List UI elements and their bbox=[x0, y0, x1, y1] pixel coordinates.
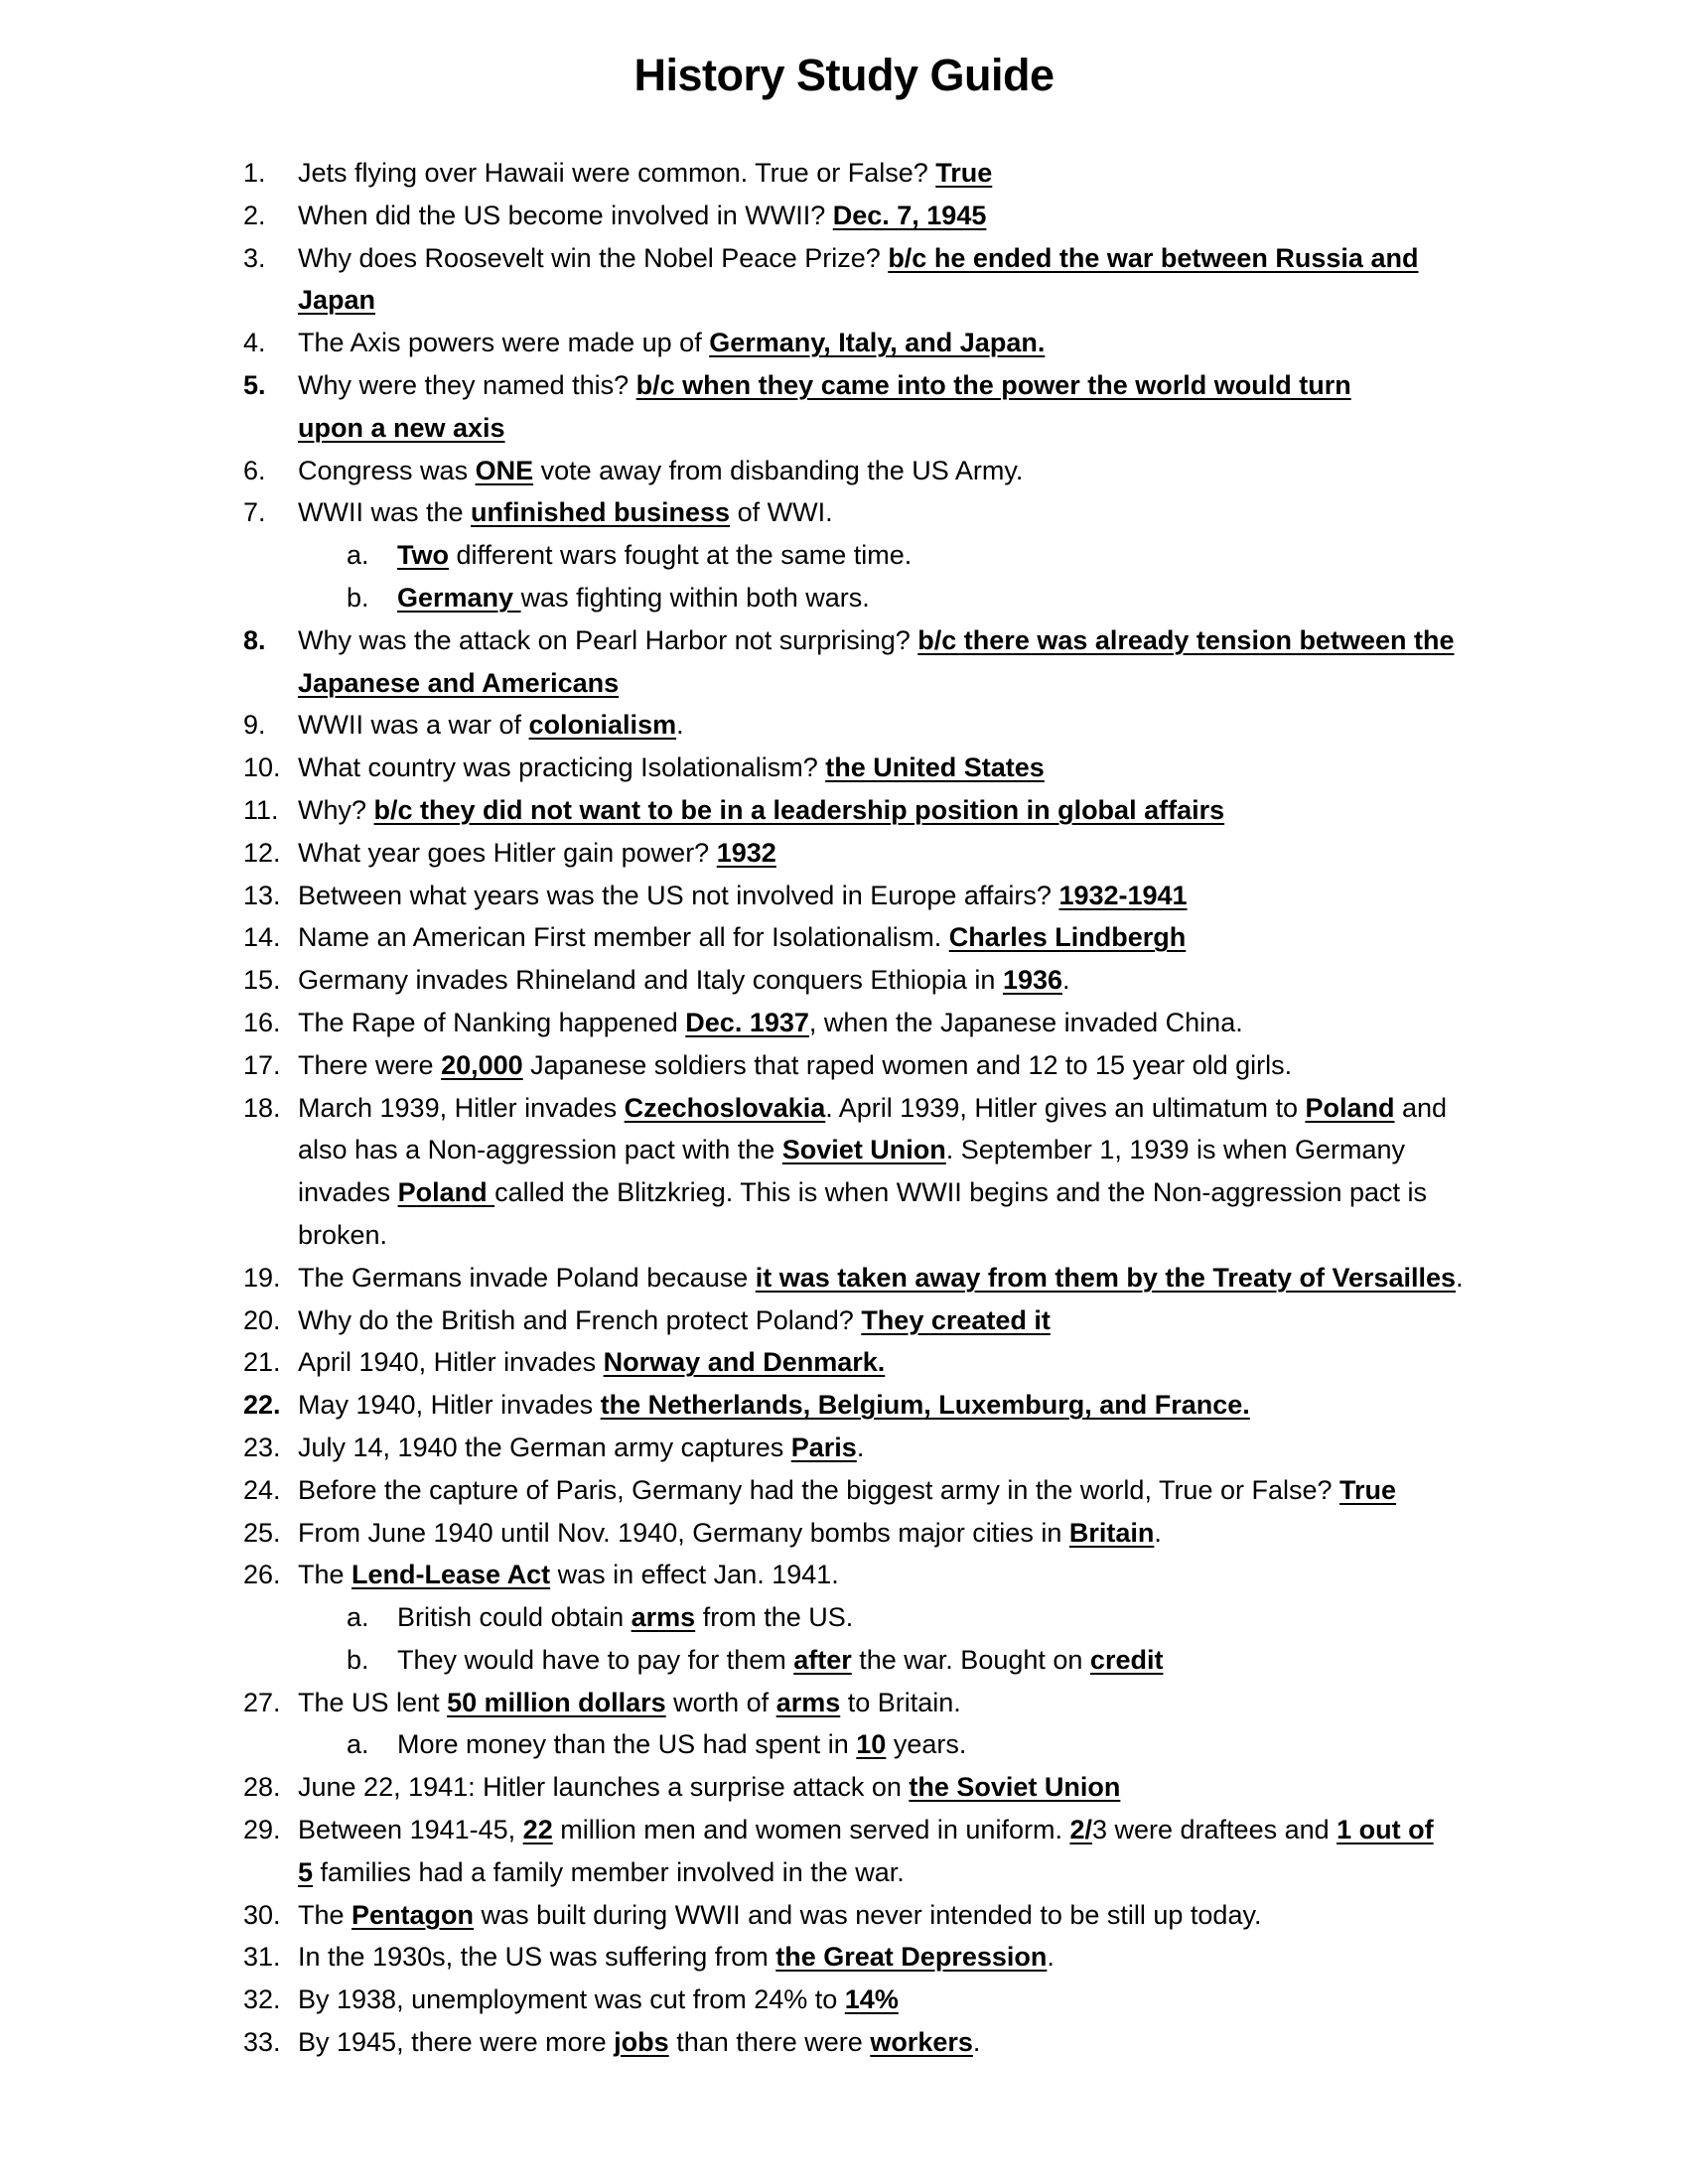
answer-text: arms bbox=[631, 1602, 696, 1633]
text-line bbox=[298, 237, 1529, 280]
text-line bbox=[298, 1469, 1529, 1512]
question-text: Before the capture of Paris, Germany had the biggest army in the world, True or False? bbox=[298, 1474, 1340, 1505]
text-line bbox=[397, 1645, 1163, 1675]
item-number: 28. bbox=[243, 1772, 281, 1803]
question-text: different wars fought at the same time. bbox=[448, 540, 913, 571]
text-line bbox=[298, 1979, 1529, 2021]
question-text: In the 1930s, the US was suffering from bbox=[298, 1942, 776, 1973]
list-item bbox=[0, 1512, 1529, 1555]
question-text: was in effect Jan. 1941. bbox=[550, 1560, 839, 1590]
answer-text: Dec. 7, 1945 bbox=[832, 200, 987, 230]
list-item bbox=[0, 450, 1529, 492]
text-line bbox=[298, 1384, 1529, 1427]
list-item bbox=[0, 1087, 1529, 1257]
item-number: b. bbox=[347, 1644, 369, 1675]
question-text: also has a Non-aggression pact with the bbox=[298, 1135, 782, 1165]
question-text: . bbox=[972, 2027, 981, 2058]
question-text: Name an American First member all for Isolationalism. bbox=[298, 922, 949, 953]
item-number: 24. bbox=[243, 1474, 281, 1505]
question-text: Congress was bbox=[298, 455, 476, 485]
text-line bbox=[298, 491, 1529, 534]
answer-text: b/c when they came into the power the world would turn bbox=[635, 369, 1351, 400]
answer-text: 10 bbox=[856, 1729, 887, 1760]
question-text: the war. Bought on bbox=[851, 1644, 1090, 1675]
question-text: Between what years was the US not involved in Europe affairs? bbox=[298, 880, 1059, 910]
text-line bbox=[298, 662, 1529, 705]
item-number: 31. bbox=[243, 1942, 281, 1973]
text-line bbox=[298, 1044, 1529, 1087]
answer-text: 50 million dollars bbox=[447, 1687, 666, 1717]
question-text: . bbox=[1456, 1262, 1464, 1293]
answer-text: Lend-Lease Act bbox=[352, 1560, 551, 1590]
question-text: than there were bbox=[668, 2027, 871, 2058]
list-item bbox=[0, 1766, 1529, 1809]
item-number: 10. bbox=[243, 752, 281, 783]
item-number: 7. bbox=[243, 497, 266, 528]
question-text: From June 1940 until Nov. 1940, Germany bombs major cities in bbox=[298, 1517, 1069, 1548]
question-text: , when the Japanese invaded China. bbox=[808, 1007, 1243, 1037]
list-item bbox=[0, 1002, 1529, 1044]
list-item bbox=[0, 152, 1529, 195]
question-text: 3 were draftees and bbox=[1091, 1815, 1337, 1845]
question-text: broken. bbox=[298, 1219, 388, 1250]
question-text: was fighting within both wars. bbox=[520, 582, 870, 613]
question-text: to Britain. bbox=[840, 1687, 961, 1717]
answer-text: b/c they did not want to be in a leadership position in global affairs bbox=[373, 794, 1225, 825]
item-number: 15. bbox=[243, 965, 281, 996]
question-list bbox=[0, 152, 1529, 2064]
question-text: Why was the attack on Pearl Harbor not surprising? bbox=[298, 624, 918, 655]
list-item bbox=[0, 832, 1529, 875]
text-line bbox=[298, 1002, 1529, 1044]
question-text: . bbox=[676, 710, 684, 741]
answer-text: colonialism bbox=[528, 710, 677, 741]
question-text: was built during WWII and was never intended to be still up today. bbox=[474, 1899, 1262, 1930]
list-item bbox=[0, 789, 1529, 832]
answer-text: 14% bbox=[844, 1984, 899, 2015]
item-number: 13. bbox=[243, 880, 281, 910]
answer-text: 2/ bbox=[1069, 1815, 1092, 1845]
question-text: Why do the British and French protect Poland? bbox=[298, 1304, 862, 1335]
question-text: worth of bbox=[665, 1687, 776, 1717]
text-line bbox=[298, 1512, 1529, 1555]
answer-text: the Netherlands, Belgium, Luxemburg, and France. bbox=[600, 1390, 1250, 1421]
sub-list-item bbox=[0, 1596, 1529, 1639]
list-item bbox=[0, 704, 1529, 747]
item-number: 4. bbox=[243, 328, 266, 358]
item-number: 25. bbox=[243, 1517, 281, 1548]
text-line bbox=[298, 364, 1529, 407]
question-text: called the Blitzkrieg. This is when WWII begins and the Non-aggression pact is bbox=[494, 1177, 1428, 1208]
text-line bbox=[397, 1729, 966, 1759]
question-text: What country was practicing Isolationalism? bbox=[298, 752, 826, 783]
list-item bbox=[0, 959, 1529, 1002]
text-line bbox=[298, 1766, 1529, 1809]
question-text: By 1945, there were more bbox=[298, 2027, 615, 2058]
answer-text: Japanese and Americans bbox=[298, 667, 620, 698]
answer-text: Japan bbox=[298, 285, 376, 316]
item-number: 30. bbox=[243, 1899, 281, 1930]
list-item bbox=[0, 1554, 1529, 1596]
item-number: a. bbox=[347, 1729, 369, 1760]
question-text: British could obtain bbox=[397, 1602, 632, 1633]
answer-text: workers bbox=[870, 2027, 973, 2058]
list-item bbox=[0, 747, 1529, 789]
question-text: The bbox=[298, 1560, 352, 1590]
item-number: 19. bbox=[243, 1262, 281, 1293]
item-number: 23. bbox=[243, 1432, 281, 1462]
question-text: What year goes Hitler gain power? bbox=[298, 837, 717, 868]
text-line bbox=[298, 1894, 1529, 1937]
answer-text: the United States bbox=[825, 752, 1045, 783]
text-line bbox=[298, 1427, 1529, 1469]
text-line bbox=[298, 1214, 1529, 1257]
list-item bbox=[0, 2021, 1529, 2064]
list-item bbox=[0, 1894, 1529, 1937]
text-line bbox=[298, 450, 1529, 492]
text-line bbox=[298, 1341, 1529, 1384]
item-number: a. bbox=[347, 1602, 369, 1633]
text-line bbox=[298, 832, 1529, 875]
answer-text: the Great Depression bbox=[775, 1942, 1048, 1973]
question-text: WWII was the bbox=[298, 497, 472, 528]
question-text: . bbox=[856, 1432, 865, 1462]
answer-text: Norway and Denmark. bbox=[603, 1347, 886, 1378]
text-line bbox=[397, 583, 870, 613]
answer-text: upon a new axis bbox=[298, 412, 505, 443]
answer-text: 20,000 bbox=[441, 1049, 523, 1080]
question-text: of WWI. bbox=[730, 497, 833, 528]
text-line bbox=[298, 1087, 1529, 1130]
question-text: March 1939, Hitler invades bbox=[298, 1092, 625, 1123]
list-item bbox=[0, 364, 1529, 450]
question-text: They would have to pay for them bbox=[397, 1644, 794, 1675]
list-item bbox=[0, 875, 1529, 917]
answer-text: b/c there was already tension between the bbox=[917, 624, 1455, 655]
question-text: The Germans invade Poland because bbox=[298, 1262, 756, 1293]
list-item bbox=[0, 322, 1529, 364]
page-title: History Study Guide bbox=[633, 50, 1055, 100]
question-text: WWII was a war of bbox=[298, 710, 529, 741]
text-line bbox=[298, 1682, 1529, 1724]
text-line bbox=[298, 916, 1529, 959]
question-text: families had a family member involved in the war. bbox=[313, 1856, 905, 1887]
text-line bbox=[298, 875, 1529, 917]
item-number: 26. bbox=[243, 1560, 281, 1590]
sub-list-item bbox=[0, 577, 1529, 619]
question-text: The Axis powers were made up of bbox=[298, 328, 710, 358]
item-number: 1. bbox=[243, 158, 266, 188]
sub-list-item bbox=[0, 1723, 1529, 1766]
item-number: 32. bbox=[243, 1984, 281, 2015]
question-text: The bbox=[298, 1899, 352, 1930]
answer-text: Charles Lindbergh bbox=[948, 922, 1187, 953]
item-number: 12. bbox=[243, 837, 281, 868]
answer-text: Britain bbox=[1068, 1517, 1155, 1548]
answer-text: Paris bbox=[790, 1432, 857, 1462]
list-item bbox=[0, 1809, 1529, 1894]
list-item bbox=[0, 619, 1529, 705]
question-text: May 1940, Hitler invades bbox=[298, 1390, 601, 1421]
answer-text: after bbox=[793, 1644, 852, 1675]
list-item bbox=[0, 237, 1529, 323]
answer-text: arms bbox=[775, 1687, 841, 1717]
question-text: The US lent bbox=[298, 1687, 448, 1717]
list-item bbox=[0, 1044, 1529, 1087]
question-text: When did the US become involved in WWII? bbox=[298, 200, 833, 230]
item-number: 22. bbox=[243, 1390, 281, 1421]
item-number: 27. bbox=[243, 1687, 281, 1717]
answer-text: Poland bbox=[1305, 1092, 1395, 1123]
answer-text: ONE bbox=[475, 455, 534, 485]
answer-text: 5 bbox=[298, 1856, 314, 1887]
answer-text: Dec. 1937 bbox=[685, 1007, 809, 1037]
question-text: Japanese soldiers that raped women and 12 to 15 year old girls. bbox=[522, 1049, 1293, 1080]
text-line bbox=[298, 279, 1529, 322]
text-line bbox=[298, 1936, 1529, 1979]
list-item bbox=[0, 1936, 1529, 1979]
text-line bbox=[298, 1171, 1529, 1214]
text-line bbox=[298, 195, 1529, 237]
text-line bbox=[298, 2021, 1529, 2064]
question-text: More money than the US had spent in bbox=[397, 1729, 857, 1760]
answer-text: jobs bbox=[614, 2027, 669, 2058]
question-text: . September 1, 1939 is when Germany bbox=[945, 1135, 1406, 1165]
question-text: . bbox=[1047, 1942, 1055, 1973]
answer-text: True bbox=[935, 158, 993, 188]
question-text: By 1938, unemployment was cut from 24% to bbox=[298, 1984, 845, 2015]
answer-text: Czechoslovakia bbox=[624, 1092, 826, 1123]
question-text: Between 1941-45, bbox=[298, 1815, 523, 1845]
answer-text: the Soviet Union bbox=[909, 1772, 1121, 1803]
item-number: 17. bbox=[243, 1049, 281, 1080]
text-line bbox=[298, 959, 1529, 1002]
answer-text: Germany bbox=[397, 582, 521, 613]
answer-text: it was taken away from them by the Treaty of Versailles bbox=[755, 1262, 1457, 1293]
answer-text: 1932 bbox=[716, 837, 776, 868]
question-text: The Rape of Nanking happened bbox=[298, 1007, 686, 1037]
text-line bbox=[298, 619, 1529, 662]
text-line bbox=[298, 152, 1529, 195]
question-text: Why? bbox=[298, 794, 374, 825]
question-text: Why does Roosevelt win the Nobel Peace Prize? bbox=[298, 242, 889, 273]
item-number: 6. bbox=[243, 455, 266, 485]
item-number: 3. bbox=[243, 242, 266, 273]
list-item bbox=[0, 1299, 1529, 1342]
text-line bbox=[298, 1129, 1529, 1171]
question-text: years. bbox=[886, 1729, 967, 1760]
list-item bbox=[0, 1341, 1529, 1384]
question-text: . bbox=[1062, 965, 1070, 996]
answer-text: Poland bbox=[397, 1177, 495, 1208]
text-line bbox=[298, 1299, 1529, 1342]
answer-text: unfinished business bbox=[471, 497, 731, 528]
answer-text: credit bbox=[1089, 1644, 1164, 1675]
text-line bbox=[397, 1602, 853, 1632]
item-number: 18. bbox=[243, 1092, 281, 1123]
list-item bbox=[0, 1384, 1529, 1427]
answer-text: Soviet Union bbox=[781, 1135, 946, 1165]
list-item bbox=[0, 1257, 1529, 1299]
text-line bbox=[298, 704, 1529, 747]
item-number: 16. bbox=[243, 1007, 281, 1037]
answer-text: Germany, Italy, and Japan. bbox=[709, 328, 1046, 358]
list-item bbox=[0, 1469, 1529, 1512]
answer-text: 1 out of bbox=[1336, 1815, 1434, 1845]
question-text: vote away from disbanding the US Army. bbox=[533, 455, 1024, 485]
text-line bbox=[397, 540, 912, 570]
question-text: Jets flying over Hawaii were common. True or False? bbox=[298, 158, 936, 188]
question-text: Germany invades Rhineland and Italy conquers Ethiopia in bbox=[298, 965, 1003, 996]
question-text: July 14, 1940 the German army captures bbox=[298, 1432, 791, 1462]
item-number: 21. bbox=[243, 1347, 281, 1378]
sub-list-item bbox=[0, 1639, 1529, 1682]
answer-text: 22 bbox=[522, 1815, 553, 1845]
answer-text: True bbox=[1339, 1474, 1397, 1505]
text-line bbox=[298, 789, 1529, 832]
item-number: 20. bbox=[243, 1304, 281, 1335]
item-number: b. bbox=[347, 582, 369, 613]
question-text: April 1940, Hitler invades bbox=[298, 1347, 604, 1378]
question-text: . bbox=[1154, 1517, 1162, 1548]
text-line bbox=[298, 322, 1529, 364]
item-number: 29. bbox=[243, 1815, 281, 1845]
item-number: a. bbox=[347, 540, 369, 571]
question-text: and bbox=[1394, 1092, 1448, 1123]
text-line bbox=[298, 1554, 1529, 1596]
answer-text: b/c he ended the war between Russia and bbox=[888, 242, 1419, 273]
answer-text: Two bbox=[397, 540, 449, 571]
question-text: Why were they named this? bbox=[298, 369, 636, 400]
list-item bbox=[0, 1979, 1529, 2021]
question-text: . April 1939, Hitler gives an ultimatum to bbox=[825, 1092, 1306, 1123]
list-item bbox=[0, 491, 1529, 534]
text-line bbox=[298, 407, 1529, 450]
answer-text: Pentagon bbox=[352, 1899, 475, 1930]
item-number: 9. bbox=[243, 710, 266, 741]
text-line bbox=[298, 747, 1529, 789]
list-item bbox=[0, 195, 1529, 237]
list-item bbox=[0, 1427, 1529, 1469]
answer-text: 1932-1941 bbox=[1058, 880, 1188, 910]
item-number: 33. bbox=[243, 2027, 281, 2058]
item-number: 5. bbox=[243, 369, 266, 400]
question-text: million men and women served in uniform. bbox=[552, 1815, 1070, 1845]
answer-text: 1936 bbox=[1002, 965, 1063, 996]
answer-text: They created it bbox=[861, 1304, 1051, 1335]
item-number: 11. bbox=[243, 794, 279, 825]
item-number: 8. bbox=[243, 624, 266, 655]
question-text: invades bbox=[298, 1177, 398, 1208]
text-line bbox=[298, 1851, 1529, 1894]
item-number: 2. bbox=[243, 200, 266, 230]
text-line bbox=[298, 1809, 1529, 1851]
list-item bbox=[0, 916, 1529, 959]
text-line bbox=[298, 1257, 1529, 1299]
sub-list-item bbox=[0, 534, 1529, 577]
question-text: June 22, 1941: Hitler launches a surprise attack on bbox=[298, 1772, 910, 1803]
question-text: There were bbox=[298, 1049, 442, 1080]
item-number: 14. bbox=[243, 922, 281, 953]
list-item bbox=[0, 1682, 1529, 1724]
question-text: from the US. bbox=[695, 1602, 854, 1633]
